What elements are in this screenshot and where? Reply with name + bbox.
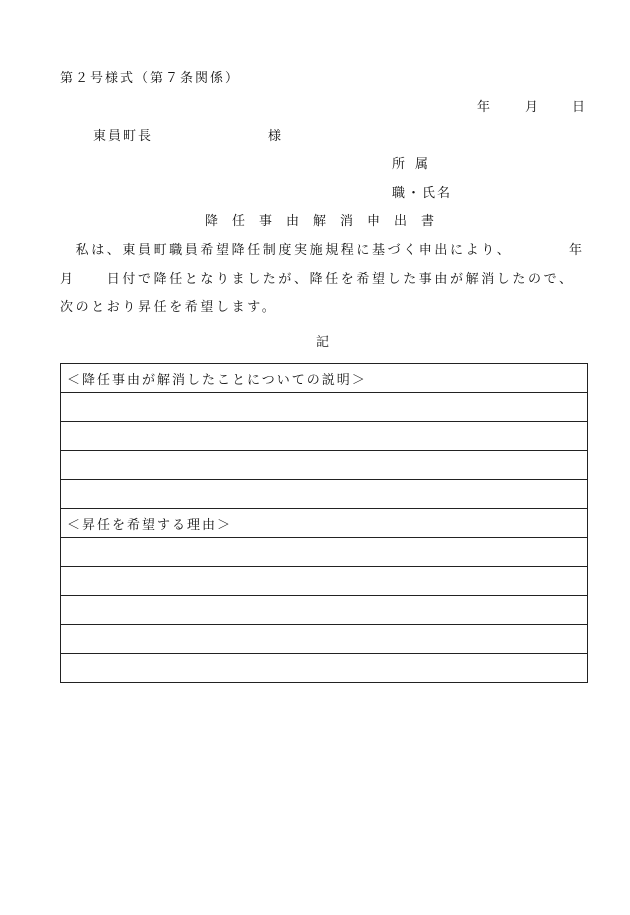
document-title: 降任事由解消申出書: [205, 214, 449, 229]
affiliation-label: 所属: [392, 157, 439, 172]
ki-marker: 記: [316, 335, 330, 350]
table-row: [61, 451, 588, 480]
name-label: 職・氏名: [392, 186, 453, 201]
table-row: [61, 480, 588, 509]
body-text-line-2: 月 日付で降任となりましたが、降任を希望した事由が解消したので、: [60, 272, 575, 287]
section-2-blank-line[interactable]: [61, 654, 588, 683]
section-2-heading: ＜昇任を希望する理由＞: [61, 509, 588, 538]
date-day-label: 日: [572, 100, 586, 115]
table-row: [61, 393, 588, 422]
date-year-label: 年: [477, 100, 491, 115]
section-2-blank-line[interactable]: [61, 538, 588, 567]
date-month-label: 月: [525, 100, 539, 115]
section-1-blank-line[interactable]: [61, 480, 588, 509]
table-row: [61, 654, 588, 683]
addressee: 東員町長: [93, 129, 154, 144]
section-2-blank-line[interactable]: [61, 625, 588, 654]
body-text-year: 年: [569, 243, 583, 258]
section-2-blank-line[interactable]: [61, 567, 588, 596]
statement-table: [60, 363, 588, 683]
section-1-heading: ＜降任事由が解消したことについての説明＞: [61, 364, 588, 393]
table-row: [61, 364, 588, 393]
table-row: [61, 422, 588, 451]
table-row: [61, 567, 588, 596]
section-1-blank-line[interactable]: [61, 393, 588, 422]
table-row: [61, 596, 588, 625]
table-row: [61, 509, 588, 538]
form-number-title: 第２号様式（第７条関係）: [60, 71, 241, 86]
table-row: [61, 538, 588, 567]
table-row: [61, 625, 588, 654]
body-text-line-3: 次のとおり昇任を希望します。: [60, 300, 278, 315]
body-text-line-1: 私は、東員町職員希望降任制度実施規程に基づく申出により、: [60, 243, 513, 258]
section-1-blank-line[interactable]: [61, 451, 588, 480]
section-2-blank-line[interactable]: [61, 596, 588, 625]
honorific: 様: [268, 129, 282, 144]
section-1-blank-line[interactable]: [61, 422, 588, 451]
